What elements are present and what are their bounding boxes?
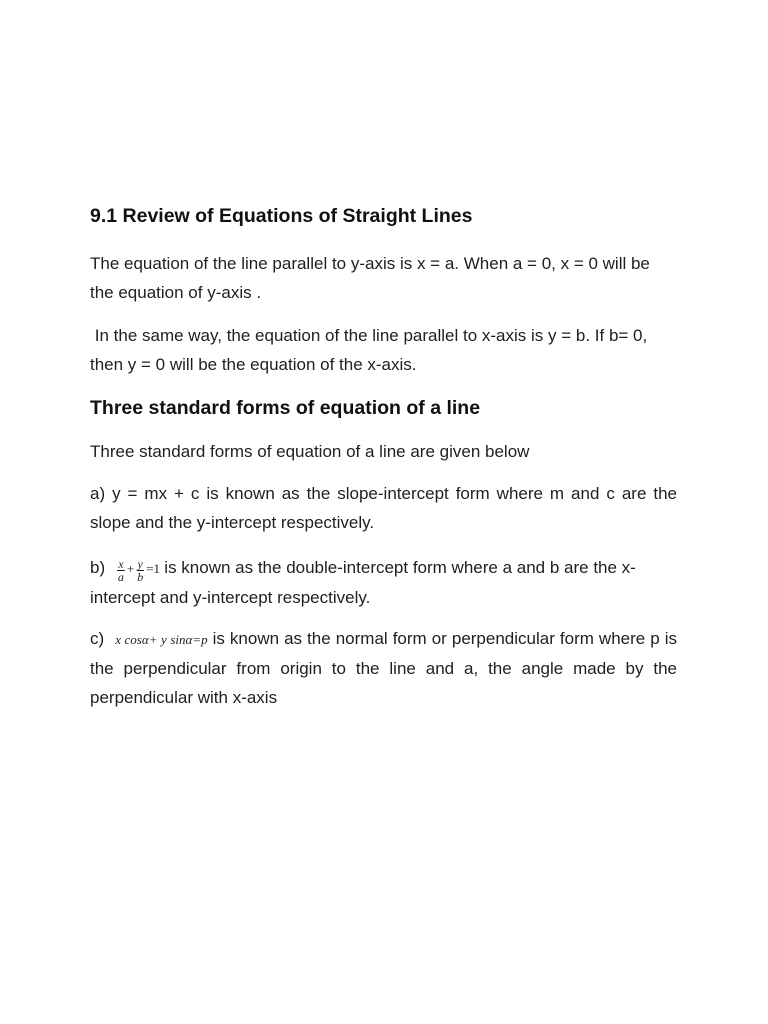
- form-c-label: c): [90, 629, 105, 648]
- paragraph-y-axis: The equation of the line parallel to y-axis is x = a. When a = 0, x = 0 will be the equation of y-axis .: [90, 254, 650, 302]
- fraction-denominator-b: b: [137, 569, 144, 584]
- form-b-formula: [116, 556, 164, 584]
- plus-sign: +: [126, 561, 135, 576]
- forms-heading: Three standard forms of equation of a line: [90, 397, 481, 419]
- form-c-normal: [90, 624, 677, 712]
- fraction-numerator-x: x: [118, 556, 124, 571]
- document-content: [90, 203, 677, 712]
- fraction-numerator-y: y: [137, 556, 143, 571]
- fraction-denominator-a: a: [117, 569, 124, 584]
- fraction-x-over-a: [117, 558, 125, 583]
- paragraph-x-axis: In the same way, the equation of the line parallel to x-axis is y = b. If b= 0, then y = 0 will be the equation of the x-axis.: [90, 326, 652, 374]
- form-b-label: b): [90, 558, 106, 577]
- forms-intro: Three standard forms of equation of a line are given below: [90, 442, 530, 461]
- form-c-description: is known as the normal form or perpendicular form where p is the perpendicular from origin to the line and a, the angle made by the perpendicular with x-axis: [90, 629, 677, 707]
- fraction-y-over-b: [136, 558, 144, 583]
- form-c-formula: x cosα+ y sinα=p: [115, 632, 208, 647]
- form-b-description: is known as the double-intercept form where a and b are the x-intercept and y-intercept respectively.: [90, 558, 636, 607]
- form-a-slope-intercept: a) y = mx + c is known as the slope-intercept form where m and c are the slope and the y-intercept respectively.: [90, 484, 677, 532]
- section-heading: 9.1 Review of Equations of Straight Lines: [90, 205, 473, 227]
- equals-one: =1: [146, 561, 161, 576]
- form-b-double-intercept: [90, 553, 677, 612]
